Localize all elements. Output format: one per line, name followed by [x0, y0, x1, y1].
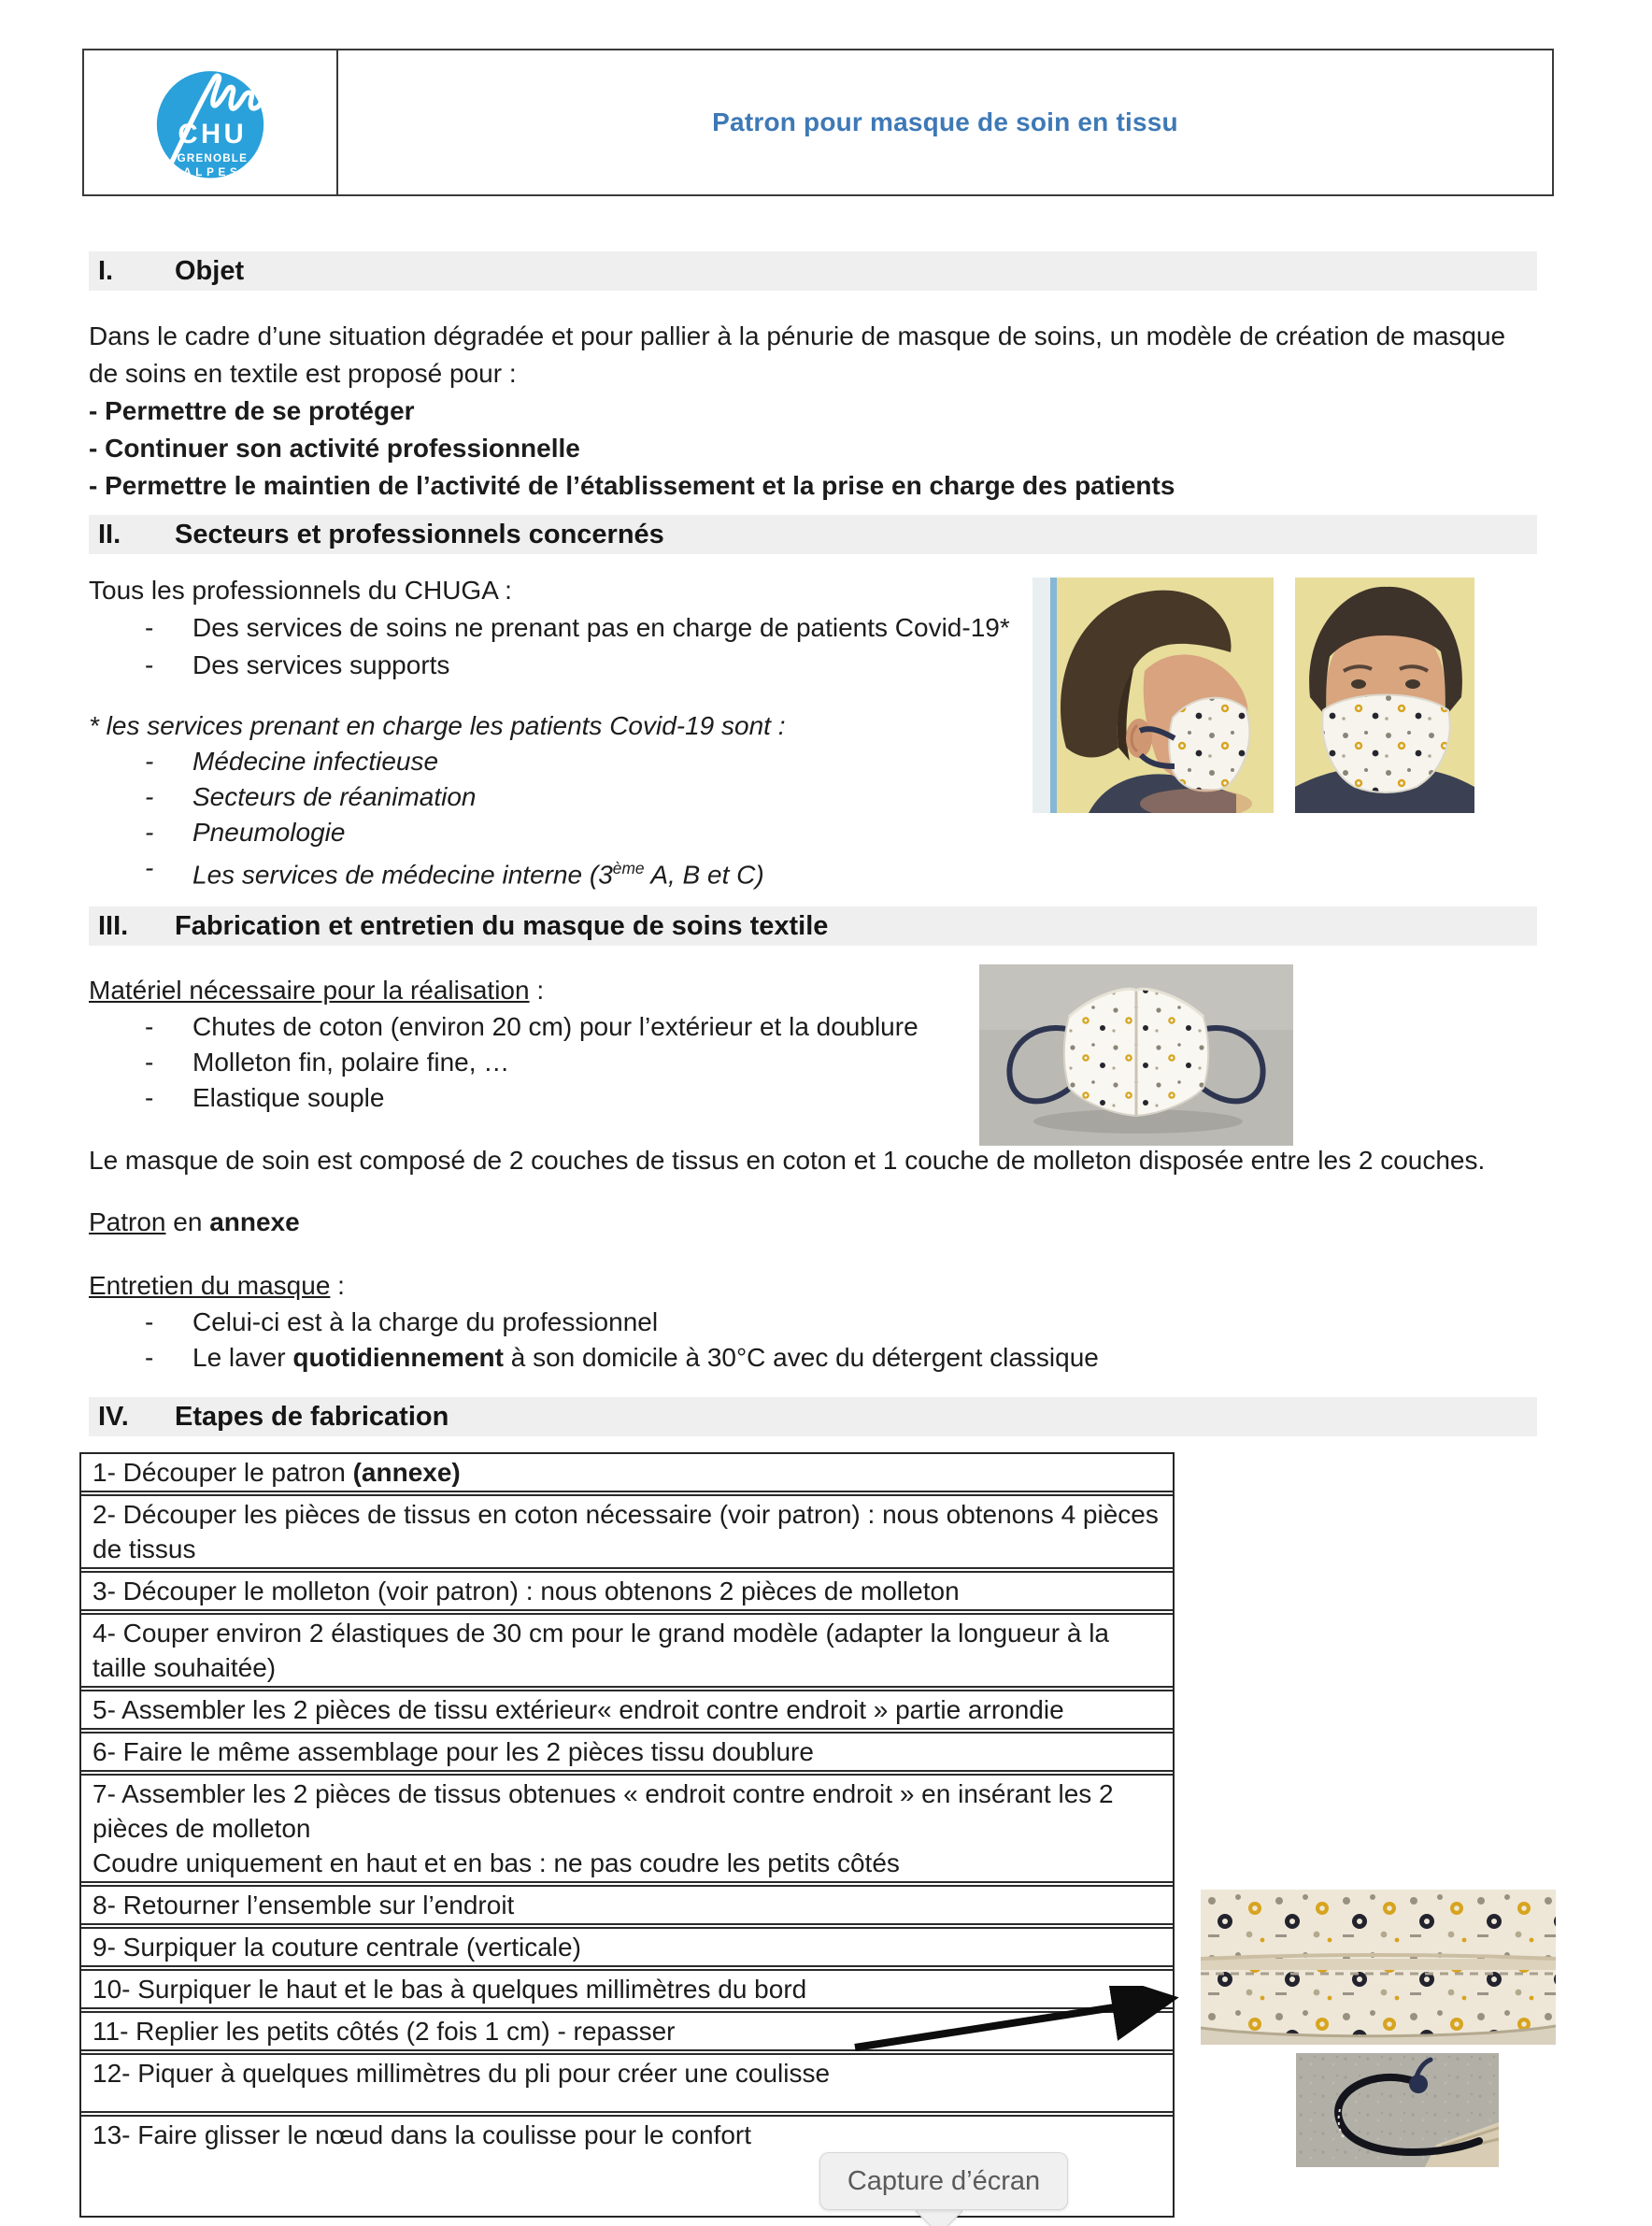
section-number: I. [98, 255, 114, 286]
list-item-text: Des services de soins ne prenant pas en charge de patients Covid-19* [192, 613, 1010, 642]
goal-line: - Permettre le maintien de l’activité de l’établissement et la prise en charge des patients [89, 471, 1175, 500]
colon: : [330, 1271, 345, 1300]
photo-seam-closeup [1201, 1890, 1556, 2045]
table-row: 8- Retourner l’ensemble sur l’endroit [81, 1885, 1173, 1925]
table-row: 11- Replier les petits côtés (2 fois 1 cm) - repasser [81, 2011, 1173, 2051]
chuga-lead: Tous les professionnels du CHUGA : [89, 576, 512, 605]
list-item [89, 850, 1023, 892]
list-item-text: Celui-ci est à la charge du professionnel [192, 1307, 659, 1336]
section-heading-secteurs [89, 515, 1537, 554]
table-row [81, 1454, 1173, 1492]
bullet-dash: - [145, 1083, 154, 1112]
bullet-dash: - [145, 1343, 154, 1372]
table-row: 5- Assembler les 2 pièces de tissu extérieur« endroit contre endroit » partie arrondie [81, 1690, 1173, 1730]
table-row: 4- Couper environ 2 élastiques de 30 cm pour le grand modèle (adapter la longueur à la taille souhaitée) [81, 1613, 1173, 1688]
colon: : [529, 976, 545, 1005]
table-row: 3- Découper le molleton (voir patron) : nous obtenons 2 pièces de molleton [81, 1571, 1173, 1611]
photo-mask-side-profile [1032, 578, 1274, 813]
covid-note-block [89, 708, 1023, 892]
list-item-text: Elastique souple [192, 1083, 385, 1112]
list-item [89, 1305, 1539, 1340]
list-item [89, 609, 1023, 647]
header-title-cell [338, 50, 1552, 194]
step-text-bold: (annexe) [352, 1458, 461, 1487]
photo-mask-front-view [1295, 578, 1474, 813]
table-row: 2- Découper les pièces de tissus en coton nécessaire (voir patron) : nous obtenons 4 pièces de tissus [81, 1494, 1173, 1569]
patron-annexe: annexe [209, 1207, 300, 1236]
svg-text:GRENOBLE: GRENOBLE [177, 152, 249, 164]
list-item-text: Le laver [192, 1343, 293, 1372]
section-heading-etapes [89, 1397, 1537, 1436]
intro-paragraph: Dans le cadre d’une situation dégradée et pour pallier à la pénurie de masque de soins, un modèle de création de masque de soins en textile est proposé pour : [89, 321, 1506, 388]
bullet-dash: - [145, 747, 154, 776]
goal-line: - Permettre de se protéger [89, 396, 415, 425]
bullet-dash: - [145, 613, 154, 642]
svg-text:ALPES: ALPES [183, 166, 242, 179]
note-lead: * les services prenant en charge les patients Covid-19 sont : [89, 711, 786, 740]
composition-paragraph: Le masque de soin est composé de 2 couches de tissus en coton et 1 couche de molleton disposée entre les 2 couches. [89, 1146, 1486, 1175]
entretien-heading [89, 1267, 1539, 1305]
section-secteurs-body [89, 572, 1023, 892]
bullet-dash: - [145, 853, 154, 882]
bullet-dash: - [145, 1307, 154, 1336]
bullet-dash: - [145, 782, 154, 811]
tooltip-label: Capture d’écran [847, 2165, 1041, 2196]
table-row [81, 1774, 1173, 1883]
list-item [89, 1340, 1539, 1376]
list-item-text: Pneumologie [192, 818, 346, 847]
photo-mask-product [979, 964, 1293, 1146]
svg-text:CHU: CHU [178, 120, 248, 150]
list-item-text: Chutes de coton (environ 20 cm) pour l’extérieur et la doublure [192, 1012, 919, 1041]
section-fabrication-body [89, 972, 1539, 1376]
list-item-text: Secteurs de réanimation [192, 782, 477, 811]
table-row: 6- Faire le même assemblage pour les 2 pièces tissu doublure [81, 1732, 1173, 1772]
step-text: Coudre uniquement en haut et en bas : ne pas coudre les petits côtés [93, 1848, 900, 1877]
list-item-text: Des services supports [192, 650, 450, 679]
page-title: Patron pour masque de soin en tissu [712, 107, 1178, 136]
table-row: 9- Surpiquer la couture centrale (verticale) [81, 1927, 1173, 1967]
bullet-dash: - [145, 1048, 154, 1077]
list-item-text: à son domicile à 30°C avec du détergent classique [503, 1343, 1099, 1372]
material-label: Matériel nécessaire pour la réalisation [89, 976, 530, 1005]
patron-mid: en [165, 1207, 210, 1236]
list-item-text: Médecine infectieuse [192, 747, 439, 776]
section-objet-body [89, 318, 1539, 505]
entretien-label: Entretien du masque [89, 1271, 331, 1300]
patron-label: Patron [89, 1207, 166, 1236]
chu-grenoble-alpes-logo-icon [140, 57, 280, 188]
list-item [89, 647, 1023, 684]
screenshot-tooltip[interactable] [819, 2152, 1068, 2210]
section-title: Secteurs et professionnels concernés [175, 519, 664, 549]
step-text: 7- Assembler les 2 pièces de tissus obtenues « endroit contre endroit » en insérant les 2 pièces de molleton [93, 1779, 1114, 1843]
list-item-text: A, B et C) [644, 860, 764, 890]
list-item [89, 1045, 1108, 1080]
list-item [89, 779, 1023, 815]
section-title: Etapes de fabrication [175, 1401, 449, 1432]
table-row: 13- Faire glisser le nœud dans la coulisse pour le confort [81, 2115, 1173, 2216]
section-number: II. [98, 519, 121, 549]
section-number: IV. [98, 1401, 129, 1432]
material-heading [89, 972, 1004, 1009]
list-item-text: Molleton fin, polaire fine, … [192, 1048, 510, 1077]
section-title: Fabrication et entretien du masque de soins textile [175, 910, 829, 941]
list-item [89, 1009, 1108, 1045]
header-box [82, 49, 1554, 196]
section-title: Objet [175, 255, 245, 286]
bullet-dash: - [145, 818, 154, 847]
bullet-dash: - [145, 1012, 154, 1041]
bullet-dash: - [145, 650, 154, 679]
logo-cell [84, 50, 338, 194]
pointer-arrow-icon [841, 1986, 1182, 2061]
list-item-text: Les services de médecine interne (3 [192, 860, 613, 890]
steps-table [79, 1452, 1175, 2218]
table-row: 12- Piquer à quelques millimètres du pli pour créer une coulisse [81, 2053, 1173, 2113]
superscript-eme: ème [612, 859, 645, 878]
section-number: III. [98, 910, 129, 941]
list-item [89, 1080, 1108, 1116]
list-item [89, 744, 1023, 779]
photo-elastic-knot [1296, 2053, 1499, 2167]
goal-line: - Continuer son activité professionnelle [89, 434, 580, 463]
section-heading-fabrication [89, 906, 1537, 946]
patron-line [89, 1204, 1539, 1241]
list-item [89, 815, 1023, 850]
step-text: 1- Découper le patron [93, 1458, 353, 1487]
table-row: 10- Surpiquer le haut et le bas à quelques millimètres du bord [81, 1969, 1173, 2009]
section-heading-objet [89, 251, 1537, 291]
bold-word: quotidiennement [292, 1343, 504, 1372]
